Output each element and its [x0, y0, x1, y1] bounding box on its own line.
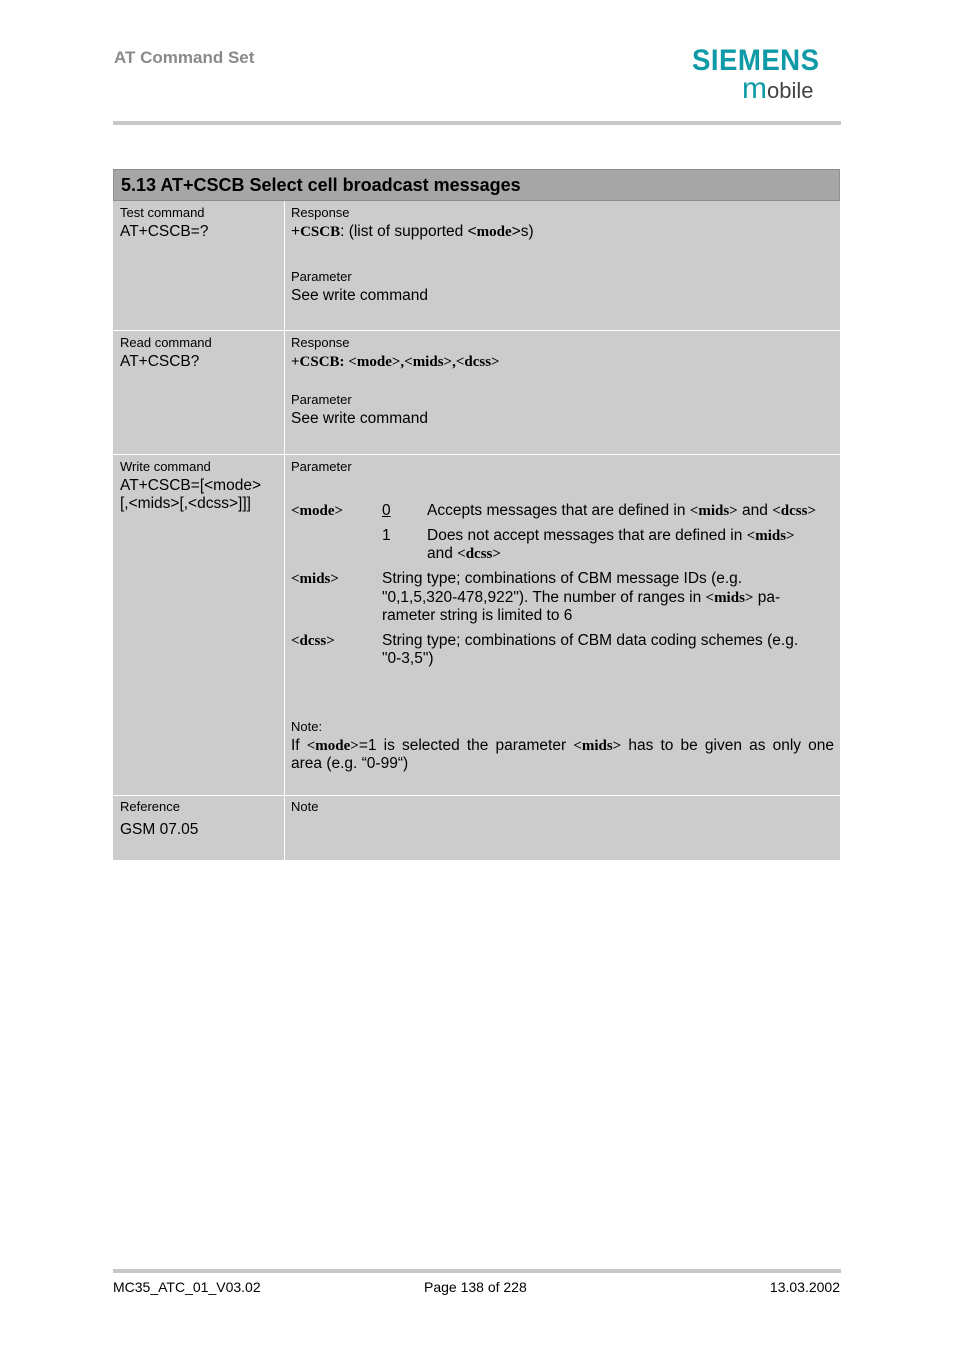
note-text-e: has to be given as only one — [621, 737, 834, 754]
reference-value: GSM 07.05 — [120, 821, 199, 838]
mode-value-1-desc-1 — [427, 527, 795, 545]
note-label: Note: — [291, 719, 323, 734]
write-command-cell — [113, 455, 285, 795]
logo-mobile — [742, 72, 814, 105]
section-title: 5.13 AT+CSCB Select cell broadcast messages — [113, 169, 840, 201]
mode-value-0: 0 — [382, 502, 391, 519]
write-parameter-label: Parameter — [291, 459, 352, 474]
mids-text-a: "0,1,5,320-478,922"). The number of ranges in — [382, 589, 706, 606]
test-parameter-text: See write command — [291, 287, 428, 304]
mode-v1-dcss: <dcss> — [457, 546, 501, 562]
header-title: AT Command Set — [114, 48, 255, 67]
response-mid: : (list of supported < — [340, 223, 477, 240]
test-response-text — [291, 223, 534, 241]
note-text-2: area (e.g. “0-99“) — [291, 755, 409, 772]
logo-obile: obile — [767, 78, 814, 103]
response-end: >s) — [511, 223, 534, 240]
mode-v1-text-a: Does not accept messages that are defined in — [427, 527, 747, 544]
note-mode: <mode> — [306, 738, 359, 754]
read-response-cell — [285, 331, 840, 454]
read-response-text: +CSCB: <mode>,<mids>,<dcss> — [291, 354, 500, 370]
reference-label: Reference — [120, 799, 180, 814]
mids-desc-2 — [382, 589, 780, 607]
logo-m: m — [742, 72, 767, 105]
read-command-row — [113, 331, 840, 455]
test-command-cell — [113, 201, 285, 330]
mids-text-c: pa- — [753, 589, 781, 606]
reference-cell — [113, 796, 285, 860]
footer-rule — [113, 1269, 841, 1273]
mode-v0-dcss: <dcss> — [772, 503, 816, 519]
read-command-label: Read command — [120, 335, 212, 350]
read-parameter-label: Parameter — [291, 392, 352, 407]
mids-desc-1: String type; combinations of CBM message IDs (e.g. — [382, 570, 743, 587]
dcss-desc-2: "0-3,5") — [382, 650, 434, 667]
dcss-desc-1: String type; combinations of CBM data coding schemes (e.g. — [382, 632, 799, 649]
reference-note-label: Note — [291, 799, 319, 814]
response-plus: + — [291, 223, 301, 240]
test-response-cell — [285, 201, 840, 330]
footer-doc-id: MC35_ATC_01_V03.02 — [113, 1279, 261, 1295]
response-param: mode — [476, 224, 512, 240]
note-text-c: =1 is selected the parameter — [358, 737, 574, 754]
note-mids: <mids> — [573, 738, 622, 754]
mids-param-name: <mids> — [291, 571, 339, 587]
footer-page-number: Page 138 of 228 — [424, 1279, 527, 1295]
mids-desc-3: rameter string is limited to 6 — [382, 607, 573, 624]
note-text-a: If — [291, 737, 307, 754]
reference-note-cell — [285, 796, 840, 860]
test-parameter-label: Parameter — [291, 269, 352, 284]
mode-v1-mids: <mids> — [746, 528, 795, 544]
read-command-cell — [113, 331, 285, 454]
logo-siemens: SIEMENS — [692, 44, 820, 77]
mids-text-mids: <mids> — [705, 590, 754, 606]
read-response-label: Response — [291, 335, 350, 350]
test-response-label: Response — [291, 205, 350, 220]
read-command-syntax: AT+CSCB? — [120, 353, 200, 370]
mode-value-1-desc-2 — [427, 545, 501, 563]
mode-v1-text-c: and — [427, 545, 458, 562]
write-parameter-cell — [285, 455, 840, 795]
header-rule — [113, 121, 841, 125]
mode-v0-text-a: Accepts messages that are defined in — [427, 502, 690, 519]
dcss-param-name: <dcss> — [291, 633, 335, 649]
test-command-row — [113, 201, 840, 331]
test-command-label: Test command — [120, 205, 205, 220]
write-command-label: Write command — [120, 459, 211, 474]
mode-param-name: <mode> — [291, 503, 344, 519]
footer-date: 13.03.2002 — [769, 1279, 840, 1295]
mode-v0-mids: <mids> — [689, 503, 738, 519]
command-table — [113, 169, 840, 860]
mode-value-0-desc — [427, 502, 816, 520]
response-cmd: CSCB — [300, 224, 341, 240]
mode-v0-text-c: and — [737, 502, 773, 519]
test-command-syntax: AT+CSCB=? — [120, 223, 209, 240]
mode-value-1: 1 — [382, 527, 391, 544]
note-text-1 — [291, 737, 834, 755]
siemens-mobile-logo — [692, 44, 838, 104]
read-parameter-text: See write command — [291, 410, 428, 427]
write-command-row — [113, 455, 840, 796]
write-command-syntax-2: [,<mids>[,<dcss>]]] — [120, 495, 251, 512]
reference-row — [113, 796, 840, 860]
write-command-syntax-1: AT+CSCB=[<mode> — [120, 477, 262, 494]
